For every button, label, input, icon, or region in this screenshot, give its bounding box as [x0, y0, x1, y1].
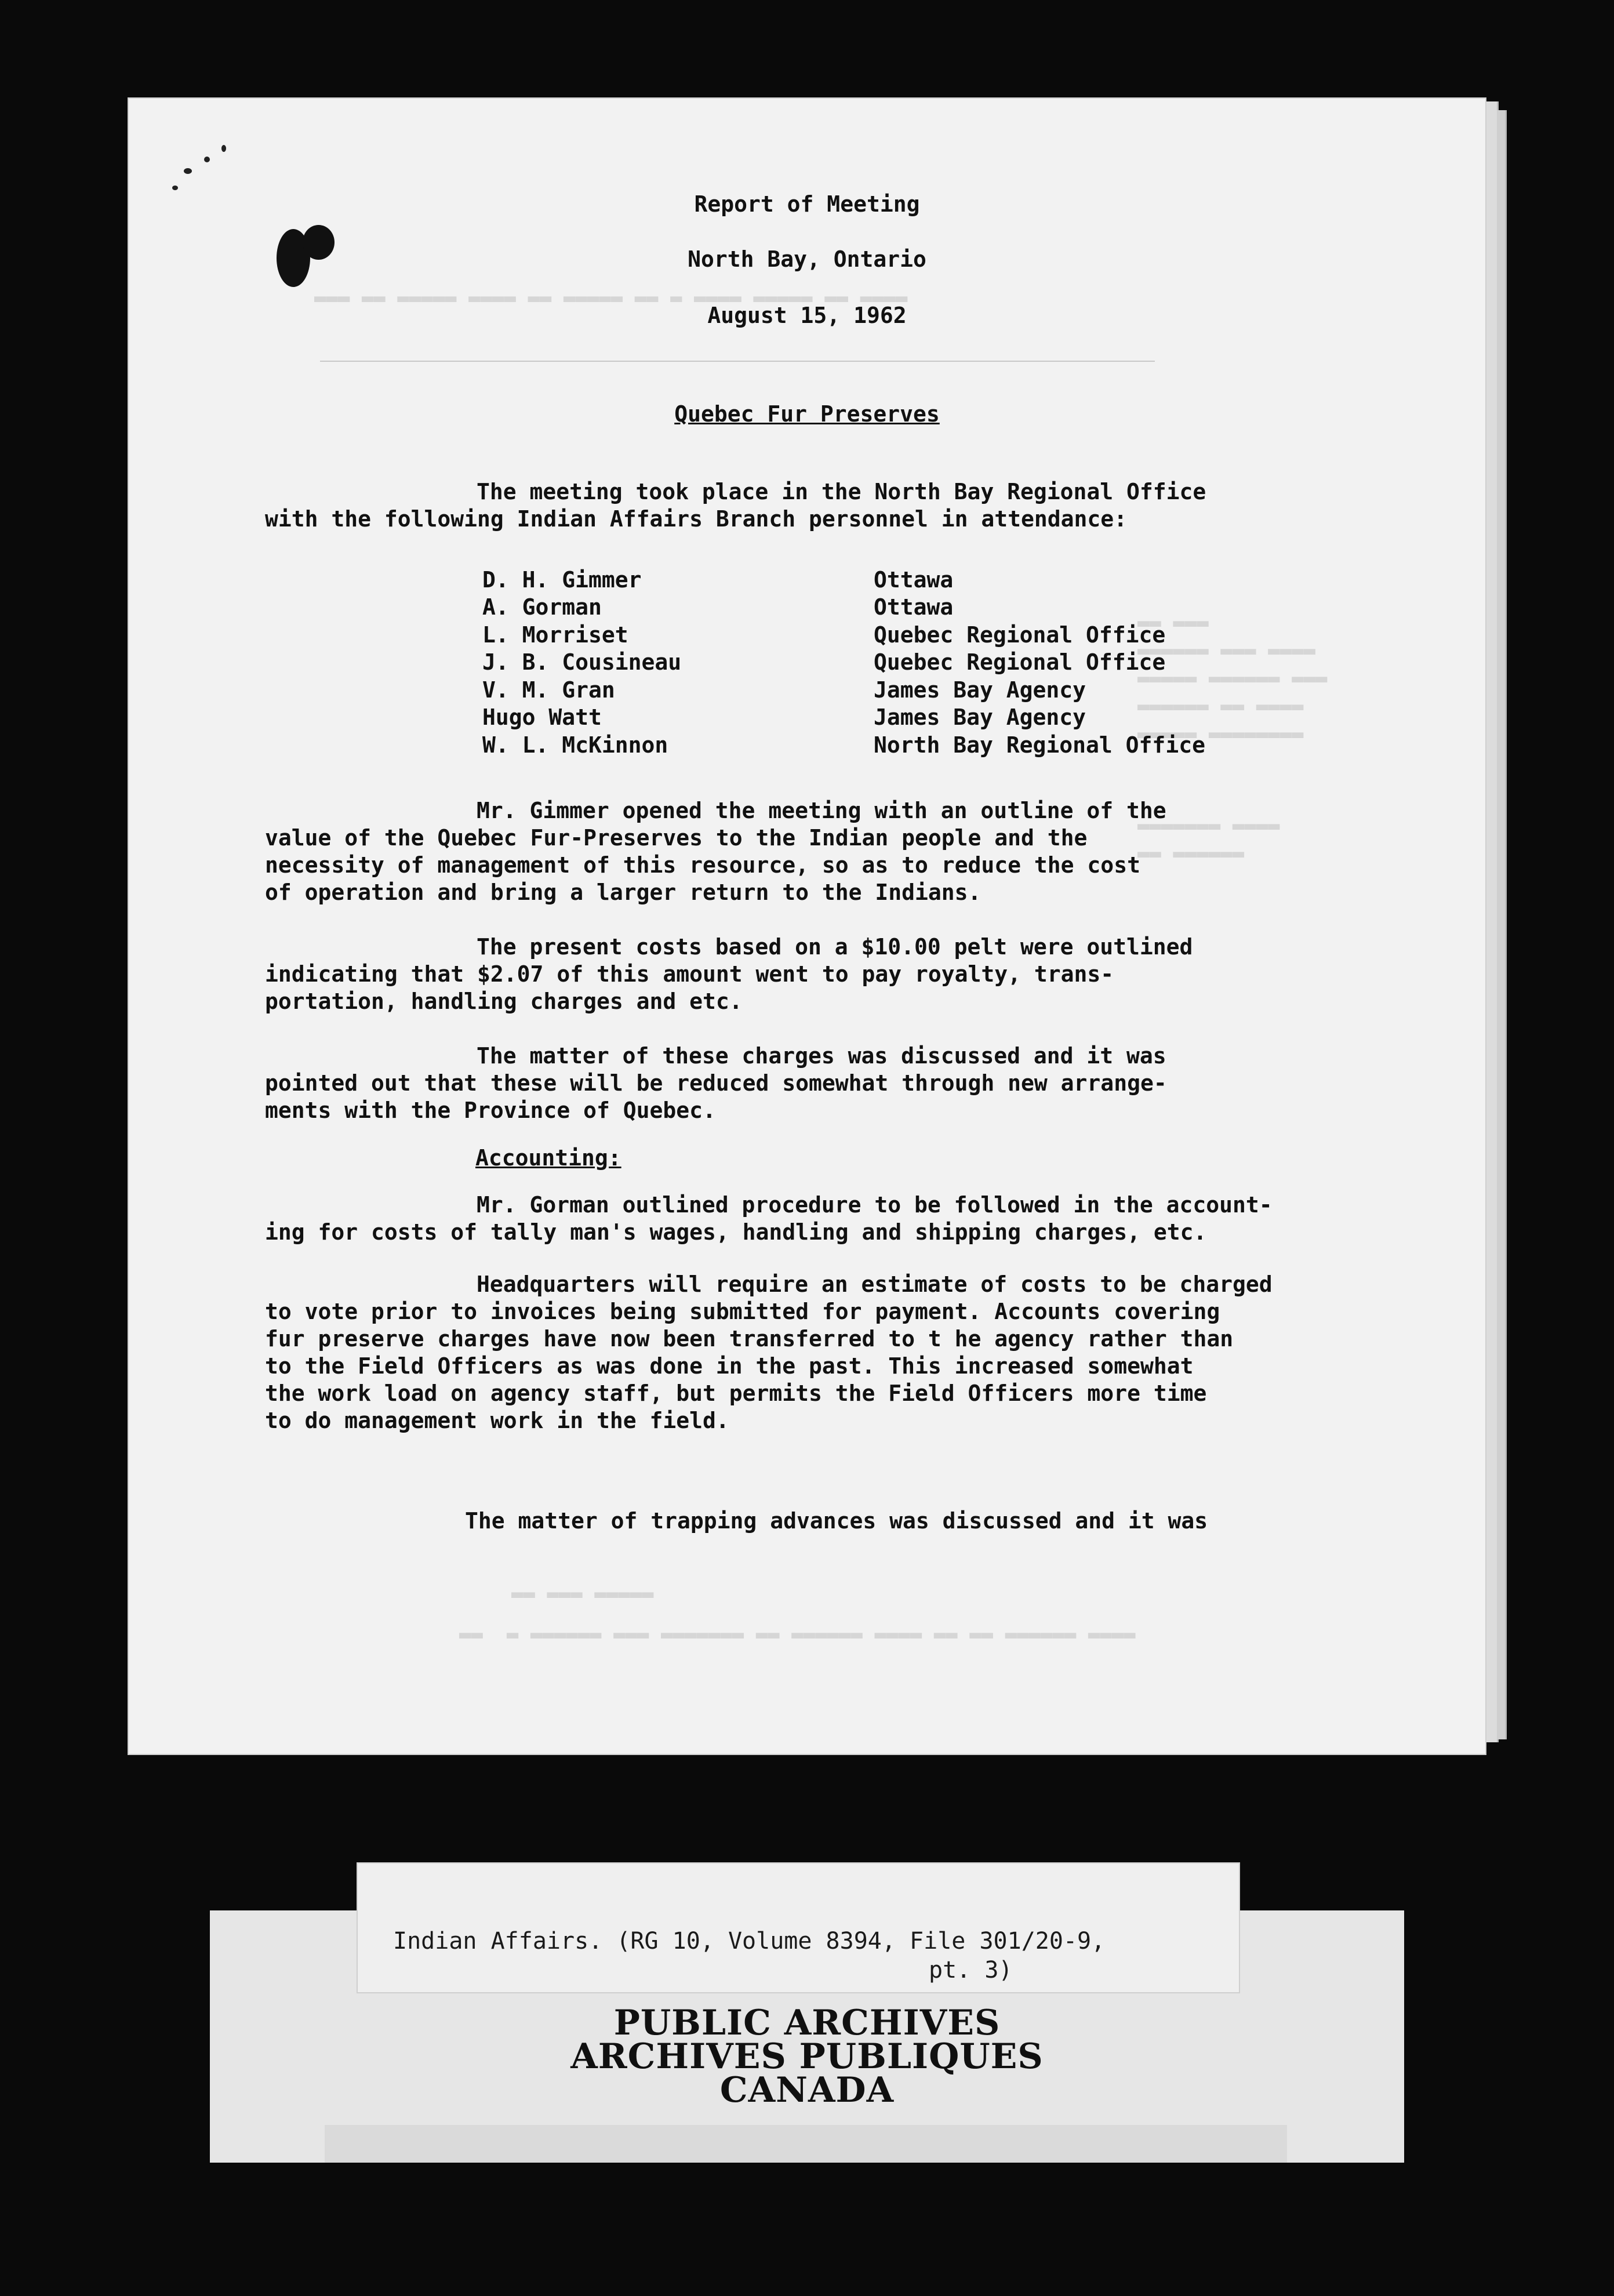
ink-speck — [172, 186, 178, 190]
attendee-office: James Bay Agency — [874, 677, 1086, 703]
paragraph-line: to do management work in the field. — [265, 1408, 729, 1433]
intro-paragraph — [265, 478, 1410, 533]
paragraph-line: The present costs based on a $10.00 pelt were outlined — [477, 934, 1193, 960]
attendee-name: Hugo Watt — [482, 704, 602, 730]
report-location: North Bay, Ontario — [688, 246, 926, 272]
report-date: August 15, 1962 — [707, 303, 907, 328]
intro-line: The meeting took place in the North Bay Regional Office — [477, 479, 1206, 504]
archive-reference-line: pt. 3) — [929, 1957, 1013, 1983]
paragraph-line: The matter of these charges was discussed and it was — [477, 1043, 1166, 1069]
attendee-office: Quebec Regional Office — [874, 649, 1166, 675]
paragraph-line: portation, handling charges and etc. — [265, 989, 743, 1014]
ink-speck — [184, 168, 192, 174]
archive-stamp-line: ARCHIVES PUBLIQUES — [570, 2036, 1044, 2077]
paragraph-line: Mr. Gimmer opened the meeting with an outline of the — [477, 798, 1166, 823]
archive-reference-line: Indian Affairs. (RG 10, Volume 8394, File 301/20-9, — [393, 1928, 1106, 1954]
attendee-office: James Bay Agency — [874, 704, 1086, 730]
attendee-name: A. Gorman — [482, 594, 602, 620]
paragraph-line: pointed out that these will be reduced somewhat through new arrange- — [265, 1070, 1167, 1096]
bleed-through-text: ▬▬▬ ▬▬ ▬▬▬▬▬ ▬▬▬▬ ▬▬ ▬▬▬▬▬ ▬▬ ▬ ▬▬▬▬ ▬▬▬▬▬ ▬▬ ▬▬▬▬ — [314, 286, 908, 310]
paragraph-trapping-advances — [320, 1507, 1410, 1535]
attendee-office: Ottawa — [874, 594, 954, 620]
archive-stamp-line: PUBLIC ARCHIVES — [613, 2003, 1001, 2043]
attendee-name: V. M. Gran — [482, 677, 615, 703]
paragraph-line: to the Field Officers as was done in the past. This increased somewhat — [265, 1353, 1194, 1379]
document-page — [129, 99, 1485, 1754]
paragraph-line: to vote prior to invoices being submitted for payment. Accounts covering — [265, 1299, 1220, 1324]
archive-stamp-line: CANADA — [719, 2070, 895, 2110]
attendee-name: D. H. Gimmer — [482, 567, 642, 593]
section-heading-accounting: Accounting: — [475, 1145, 621, 1171]
report-subject: Quebec Fur Preserves — [674, 401, 940, 427]
intro-line: with the following Indian Affairs Branch personnel in attendance: — [265, 506, 1128, 532]
bleed-through-text: ▬▬ ▬▬▬ ▬▬▬▬▬ — [511, 1582, 654, 1605]
ink-speck — [221, 145, 226, 152]
bleed-through-text: ▬▬▬▬▬▬▬ ▬▬▬▬ ▬▬ ▬▬▬▬▬▬ — [1137, 814, 1280, 865]
archive-label-band — [325, 2125, 1287, 2163]
paragraph-line: indicating that $2.07 of this amount went to pay royalty, trans- — [265, 961, 1114, 987]
header-divider — [320, 361, 1155, 362]
paragraph-line: the work load on agency staff, but permits the Field Officers more time — [265, 1380, 1207, 1406]
attendee-name: J. B. Cousineau — [482, 649, 682, 675]
report-title: Report of Meeting — [694, 191, 920, 217]
attendee-name: L. Morriset — [482, 622, 628, 648]
paragraph-line: necessity of management of this resource, so as to reduce the cost — [265, 852, 1140, 878]
attendee-name: W. L. McKinnon — [482, 732, 668, 758]
paragraph-gimmer-opening — [265, 797, 1410, 906]
paragraph-line: ments with the Province of Quebec. — [265, 1098, 716, 1123]
paragraph-line: of operation and bring a larger return to the Indians. — [265, 880, 982, 905]
paragraph-gorman-procedure — [265, 1191, 1410, 1246]
attendee-office: North Bay Regional Office — [874, 732, 1205, 758]
underlying-page-edge — [1497, 110, 1507, 1739]
paragraph-line: Mr. Gorman outlined procedure to be followed in the account- — [477, 1192, 1273, 1218]
attendee-office: Ottawa — [874, 567, 954, 593]
paragraph-present-costs — [265, 933, 1410, 1015]
paragraph-line: The matter of trapping advances was discussed and it was — [465, 1508, 1208, 1534]
paragraph-line: value of the Quebec Fur-Preserves to the Indian people and the — [265, 825, 1088, 851]
bleed-through-text: ▬▬ ▬ ▬▬▬▬▬▬ ▬▬▬ ▬▬▬▬▬▬▬ ▬▬ ▬▬▬▬▬▬ ▬▬▬▬ ▬▬ ▬▬ ▬▬▬▬▬▬ ▬▬▬▬ — [459, 1623, 1136, 1646]
attendee-office: Quebec Regional Office — [874, 622, 1166, 648]
paragraph-line: Headquarters will require an estimate of costs to be charged — [477, 1271, 1273, 1297]
ink-speck — [204, 157, 210, 162]
paragraph-line: ing for costs of tally man's wages, handling and shipping charges, etc. — [265, 1219, 1207, 1245]
bleed-through-text: ▬▬ ▬▬▬ ▬▬▬▬▬▬ ▬▬▬ ▬▬▬▬ ▬▬▬▬▬ ▬▬▬▬▬▬ ▬▬▬ ▬▬▬▬▬▬ ▬▬ ▬▬▬▬ ▬▬▬▬▬ ▬▬▬▬▬▬▬▬ — [1137, 611, 1328, 746]
paragraph-headquarters-estimate — [265, 1271, 1410, 1434]
paragraph-charges-discussed — [265, 1042, 1410, 1124]
paragraph-line: fur preserve charges have now been transferred to t he agency rather than — [265, 1326, 1234, 1352]
